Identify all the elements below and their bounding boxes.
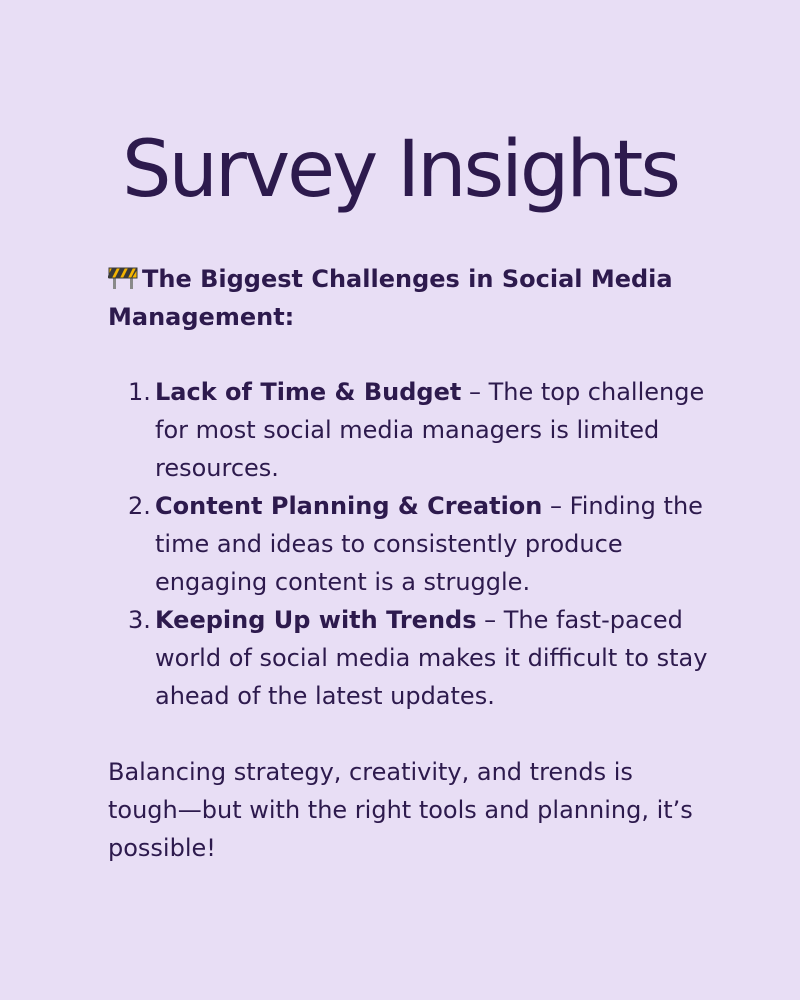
- list-item: [108, 601, 708, 715]
- list-item-description: – Finding the time and ideas to consistently produce engaging content is a struggle.: [155, 492, 703, 596]
- list-item-number: 2.: [128, 492, 151, 520]
- insights-content: [108, 260, 708, 867]
- list-item-description: – The top challenge for most social media managers is limited resources.: [155, 378, 705, 482]
- list-item-number: 3.: [128, 606, 151, 634]
- section-heading: [108, 260, 708, 336]
- list-item: [108, 373, 708, 487]
- page-title: Survey Insights: [121, 125, 679, 215]
- list-item: [108, 487, 708, 601]
- construction-barrier-icon: [108, 267, 138, 289]
- conclusion-text: Balancing strategy, creativity, and trends is tough—but with the right tools and planning, it’s possible!: [108, 758, 693, 862]
- list-item-title: Content Planning & Creation: [155, 492, 543, 520]
- challenge-list: [108, 373, 708, 715]
- section-heading-text: The Biggest Challenges in Social Media Management:: [108, 265, 673, 331]
- list-item-description: – The fast-paced world of social media makes it difficult to stay ahead of the latest updates.: [155, 606, 708, 710]
- list-item-title: Keeping Up with Trends: [155, 606, 477, 634]
- list-item-number: 1.: [128, 378, 151, 406]
- list-item-title: Lack of Time & Budget: [155, 378, 462, 406]
